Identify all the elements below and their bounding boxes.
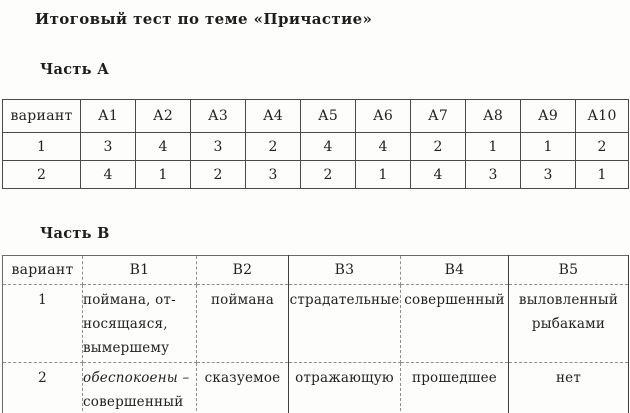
variant-cell: 2 <box>3 161 81 189</box>
answer-cell: 1 <box>576 161 629 189</box>
table-b-header-variant: вариант <box>3 256 83 285</box>
answer-cell: 1 <box>466 133 521 161</box>
answer-cell-b5 <box>509 285 629 363</box>
answer-cell: 2 <box>411 133 466 161</box>
table-a-header-a8: А8 <box>466 100 521 133</box>
table-a-header-a1: А1 <box>81 100 136 133</box>
answer-line: выловленный <box>518 292 619 308</box>
answer-line: рыбаками <box>531 316 606 332</box>
table-b-row-variant-1 <box>3 285 629 363</box>
table-a-header-a2: А2 <box>136 100 191 133</box>
table-a-row-variant-1 <box>3 133 629 161</box>
answer-cell: 4 <box>356 133 411 161</box>
table-a-header-a9: А9 <box>521 100 576 133</box>
answer-line: совершенный <box>83 394 184 410</box>
table-a-header-a10: А10 <box>576 100 629 133</box>
answer-cell: 4 <box>411 161 466 189</box>
table-a-header-a3: А3 <box>191 100 246 133</box>
page-title: Итоговый тест по теме «Причастие» <box>35 10 373 28</box>
table-b-header-b4: В4 <box>401 256 509 285</box>
answer-cell: 2 <box>576 133 629 161</box>
table-a-header-a5: А5 <box>301 100 356 133</box>
variant-cell: 1 <box>3 133 81 161</box>
table-a-header-a7: А7 <box>411 100 466 133</box>
table-a-row-variant-2 <box>3 161 629 189</box>
answer-cell: 1 <box>356 161 411 189</box>
answer-cell-b3: отражающую <box>289 363 401 413</box>
table-b-header-b1: В1 <box>83 256 197 285</box>
answer-cell: 1 <box>521 133 576 161</box>
answer-cell: 3 <box>246 161 301 189</box>
answer-line-italic: обеспокоены – <box>83 370 190 386</box>
answer-cell: 3 <box>191 133 246 161</box>
answer-cell: 4 <box>81 161 136 189</box>
variant-cell: 2 <box>3 363 83 413</box>
part-a-heading: Часть А <box>40 61 110 78</box>
answers-table-part-a <box>2 99 629 189</box>
answer-cell: 3 <box>466 161 521 189</box>
answer-cell-b5: нет <box>509 363 629 413</box>
table-b-header-b5: В5 <box>509 256 629 285</box>
table-b-header-b2: В2 <box>197 256 289 285</box>
answer-cell: 1 <box>136 161 191 189</box>
table-b-row-variant-2 <box>3 363 629 413</box>
table-a-header-variant: вариант <box>3 100 81 133</box>
table-a-header-a4: А4 <box>246 100 301 133</box>
answer-cell-b1 <box>83 285 197 363</box>
answer-cell: 3 <box>521 161 576 189</box>
table-a-header-a6: А6 <box>356 100 411 133</box>
answer-cell: 4 <box>136 133 191 161</box>
part-b-heading: Часть В <box>40 225 110 242</box>
answer-cell-b2: поймана <box>197 285 289 363</box>
answer-cell: 2 <box>246 133 301 161</box>
table-b-header-b3: В3 <box>289 256 401 285</box>
answer-line: поймана, от- <box>83 292 176 308</box>
answer-line: носящаяся, <box>83 316 168 332</box>
answer-cell-b4: совершенный <box>401 285 509 363</box>
answer-cell-b3: страдательные <box>289 285 401 363</box>
answer-cell: 2 <box>191 161 246 189</box>
answer-cell: 2 <box>301 161 356 189</box>
answer-cell-b4: прошедшее <box>401 363 509 413</box>
answer-cell-b1 <box>83 363 197 413</box>
variant-cell: 1 <box>3 285 83 363</box>
answer-cell-b2: сказуемое <box>197 363 289 413</box>
answer-line: вымершему <box>83 340 170 356</box>
answer-cell: 3 <box>81 133 136 161</box>
answers-table-part-b <box>2 255 629 413</box>
table-b-header-row <box>3 256 629 285</box>
table-a-header-row <box>3 100 629 133</box>
answer-cell: 4 <box>301 133 356 161</box>
